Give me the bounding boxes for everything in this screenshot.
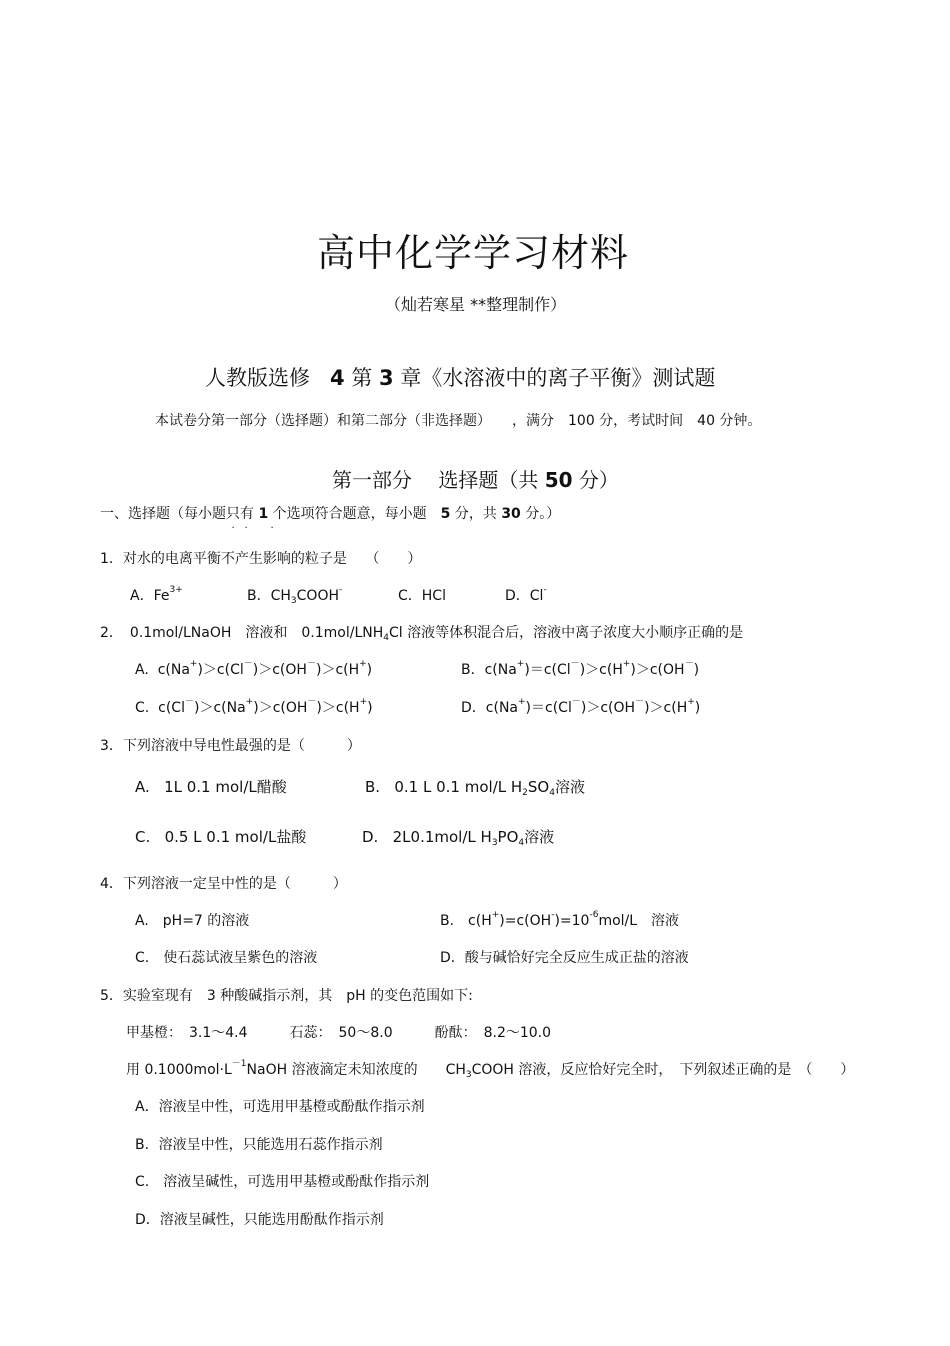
- question-4-stem: 4．下列溶液一定呈中性的是（ ）: [100, 876, 347, 892]
- q1-option-c: C．HCl: [398, 588, 446, 604]
- part1-heading: 第一部分 选择题（共 50 分）: [332, 468, 619, 492]
- q5-titration-text: 用 $0.1000mol\cdot L^{-1}NaOH$ 溶液滴定未知浓度的 $CH_3COOH$ 溶液，反应恰好完全时， 下列叙述正确的是 （ ）: [126, 1059, 855, 1080]
- q5-indicator-ranges: 甲基橙： 3.1～4.4 石蕊： 50～8.0 酚酞： 8.2～10.0: [126, 1025, 552, 1041]
- q5-option-d: D．溶液呈碱性，只能选用酚酞作指示剂: [135, 1212, 384, 1228]
- section-instruction: 一、选择题（每小题只有 . . 1 . 个选项符合题意，每小题 5 分，共 30 分。）: [100, 506, 561, 531]
- q5-option-c: C. 溶液呈碱性，可选用甲基橙或酚酞作指示剂: [135, 1174, 430, 1190]
- q4-option-d: D．酸与碱恰好完全反应生成正盐的溶液: [440, 950, 689, 966]
- document-title: 高中化学学习材料: [317, 231, 630, 275]
- question-1-stem: 1．对水的电离平衡不产生影响的粒子是 （ ）: [100, 551, 422, 567]
- q1-option-a: A．$Fe^{3+}$: [130, 585, 183, 604]
- q5-option-a: A．溶液呈中性，可选用甲基橙或酚酞作指示剂: [135, 1099, 425, 1115]
- paper-title: 人教版选修 4 第 3 章《水溶液中的离子平衡》测试题: [205, 366, 716, 390]
- q3-option-c: C. 0.5 L 0.1 mol/L盐酸: [135, 828, 307, 846]
- question-3-stem: 3．下列溶液中导电性最强的是（ ）: [100, 738, 361, 754]
- q3-option-b: B. 0.1 L 0.1 mol/L $H_2SO_4$溶液: [365, 778, 585, 798]
- paper-intro: 本试卷分第一部分（选择题）和第二部分（非选择题） ，满分 100 分，考试时间 40 分钟。: [155, 413, 762, 429]
- q4-option-b: B. $c(H^+)=c(OH^-)=10^{-6}mol/L$ 溶液: [440, 910, 680, 929]
- q2-option-c: C. c(Cl－)＞c(Na+)＞c(OH－)＞c(H+): [135, 697, 373, 716]
- question-2-stem: 2． 0.1mol/LNaOH 溶液和 $0.1mol/LNH_4Cl$ 溶液等体积混合后，溶液中离子浓度大小顺序正确的是: [100, 625, 744, 643]
- q5-option-b: B．溶液呈中性，只能选用石蕊作指示剂: [135, 1137, 383, 1153]
- q2-option-b: B．c(Na+)＝c(Cl－)＞c(H+)＞c(OH－): [461, 659, 700, 678]
- q2-option-a: A. c(Na+)＞c(Cl－)＞c(OH－)＞c(H+): [135, 659, 373, 678]
- q2-option-d: D．c(Na+)＝c(Cl－)＞c(OH－)＞c(H+): [461, 697, 701, 716]
- q3-option-a: A. 1L 0.1 mol/L醋酸: [135, 778, 287, 796]
- document-credit: （灿若寒星 **整理制作）: [385, 295, 567, 314]
- q4-option-c: C. 使石蕊试液呈紫色的溶液: [135, 950, 318, 966]
- q3-option-d: D. 2L0.1mol/L $H_3PO_4$溶液: [362, 828, 555, 848]
- q1-option-d: D．Cl-: [505, 585, 547, 604]
- q1-option-b: B．$CH_3COOH^-$: [247, 585, 343, 606]
- question-5-stem: 5．实验室现有 3 种酸碱指示剂，其 pH 的变色范围如下:: [100, 988, 473, 1004]
- q4-option-a: A. pH=7 的溶液: [135, 913, 250, 929]
